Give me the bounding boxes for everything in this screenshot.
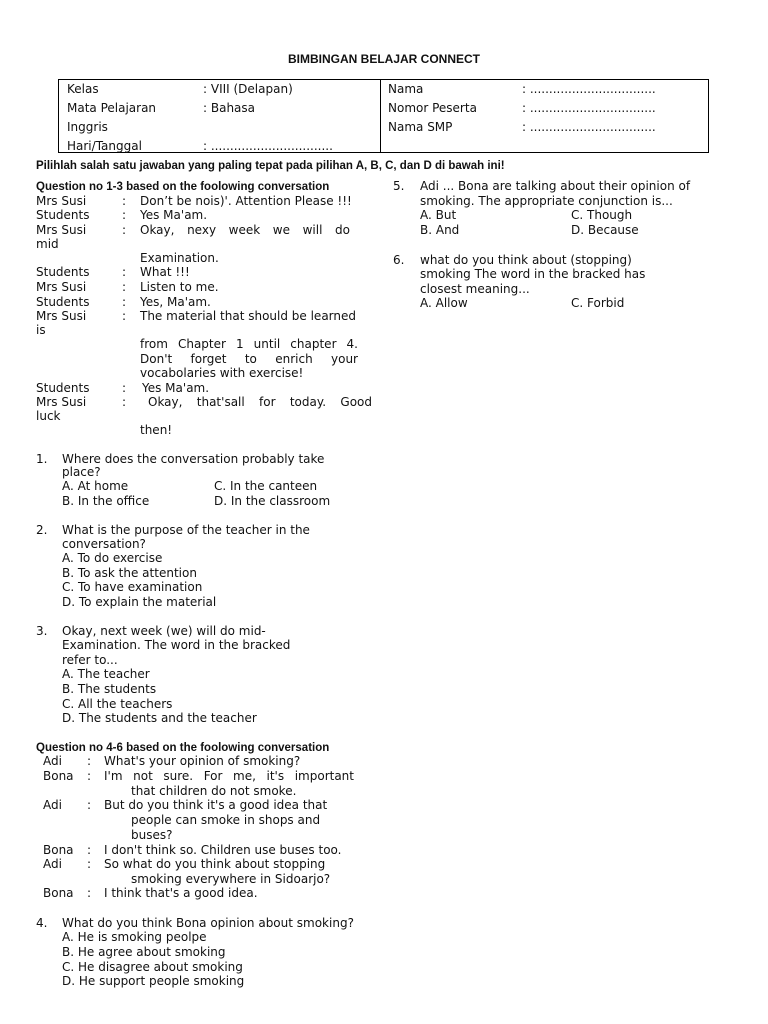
dialogue-speaker: Adi <box>43 754 62 768</box>
header-label-nomor-peserta: Nomor Peserta <box>388 101 477 115</box>
answer-option[interactable]: A. He is smoking peolpe <box>62 930 207 944</box>
dialogue-speaker: Bona <box>43 886 74 900</box>
header-divider <box>380 79 381 153</box>
dialogue-colon: : <box>87 843 92 857</box>
answer-option[interactable]: D. Because <box>571 223 639 237</box>
dialogue-speaker: Students <box>36 265 90 279</box>
dialogue-speaker: Students <box>36 381 90 395</box>
dialogue-colon: : <box>122 265 127 279</box>
dialogue-line: Yes, Ma'am. <box>140 295 211 309</box>
answer-option[interactable]: C. In the canteen <box>214 479 318 493</box>
header-label-kelas: Kelas <box>67 82 99 96</box>
answer-option[interactable]: C. All the teachers <box>62 697 173 711</box>
header-value-nomor-peserta: : ................................. <box>522 101 656 115</box>
answer-option[interactable]: A. Allow <box>420 296 468 310</box>
dialogue-speaker: Adi <box>43 798 62 812</box>
header-label-mata-pelajaran: Mata Pelajaran <box>67 101 157 115</box>
dialogue-line: So what do you think about stopping <box>104 857 326 871</box>
answer-option[interactable]: C. Forbid <box>571 296 625 310</box>
dialogue-colon: : <box>122 395 127 409</box>
dialogue-line: Examination. <box>140 251 219 265</box>
dialogue-colon: : <box>122 280 127 294</box>
dialogue-speaker: Bona <box>43 769 74 783</box>
dialogue-colon: : <box>87 798 92 812</box>
question-text: refer to... <box>62 653 118 667</box>
dialogue-colon: : <box>87 886 92 900</box>
answer-option[interactable]: C. He disagree about smoking <box>62 960 243 974</box>
dialogue-line: that children do not smoke. <box>131 784 297 798</box>
question-number: 4. <box>36 916 48 930</box>
header-label-inggris: Inggris <box>67 120 108 134</box>
question-text: conversation? <box>62 537 146 551</box>
dialogue-line: Don't forget to enrich your <box>140 352 358 366</box>
dialogue-colon: : <box>87 769 92 783</box>
dialogue-line: The material that should be learned <box>140 309 356 323</box>
dialogue-line: Okay, that'sall for today. Good <box>148 395 372 409</box>
dialogue-line: Yes Ma'am. <box>140 208 208 222</box>
question-text: place? <box>62 465 101 479</box>
question-text: What do you think Bona opinion about smoking? <box>62 916 354 930</box>
question-text: Where does the conversation probably take <box>62 452 325 466</box>
dialogue-speaker: Mrs Susi <box>36 194 87 208</box>
dialogue-speaker: Mrs Susi is <box>36 309 87 337</box>
dialogue-line: Don’t be nois)'. Attention Please !!! <box>140 194 352 208</box>
answer-option[interactable]: C. To have examination <box>62 580 203 594</box>
answer-option[interactable]: D. In the classroom <box>214 494 331 508</box>
dialogue-line: Okay, nexy week we will do <box>140 223 350 237</box>
answer-option[interactable]: A. But <box>420 208 457 222</box>
answer-option[interactable]: C. Though <box>571 208 633 222</box>
answer-option[interactable]: B. He agree about smoking <box>62 945 226 959</box>
header-value-mata-pelajaran: : Bahasa <box>203 101 256 115</box>
question-number: 2. <box>36 523 48 537</box>
dialogue-line: Yes Ma'am. <box>142 381 210 395</box>
dialogue-line: But do you think it's a good idea that <box>104 798 328 812</box>
dialogue-line: people can smoke in shops and <box>131 813 321 827</box>
question-number: 6. <box>393 253 405 267</box>
header-label-hari-tanggal: Hari/Tanggal <box>67 139 142 153</box>
header-value-kelas: : VIII (Delapan) <box>203 82 293 96</box>
question-text: smoking The word in the bracked has <box>420 267 646 281</box>
dialogue-line: Listen to me. <box>140 280 219 294</box>
dialogue-line: What's your opinion of smoking? <box>104 754 301 768</box>
page-title: BIMBINGAN BELAJAR CONNECT <box>288 52 480 66</box>
header-label-nama-smp: Nama SMP <box>388 120 453 134</box>
dialogue-line: then! <box>140 423 173 437</box>
dialogue-colon: : <box>122 208 127 222</box>
instruction: Pilihlah salah satu jawaban yang paling tepat pada pilihan A, B, C, dan D di bawah ini! <box>36 160 505 172</box>
dialogue-speaker: Mrs Susi mid <box>36 223 87 251</box>
question-text: what do you think about (stopping) <box>420 253 632 267</box>
dialogue-colon: : <box>122 381 127 395</box>
dialogue-line: What !!! <box>140 265 190 279</box>
dialogue-colon: : <box>87 754 92 768</box>
header-value-nama: : ................................. <box>522 82 656 96</box>
dialogue-colon: : <box>122 295 127 309</box>
dialogue-speaker: Mrs Susi <box>36 280 87 294</box>
question-number: 5. <box>393 179 405 193</box>
answer-option[interactable]: D. To explain the material <box>62 595 217 609</box>
answer-option[interactable]: B. The students <box>62 682 157 696</box>
dialogue-line: smoking everywhere in Sidoarjo? <box>131 872 331 886</box>
answer-option[interactable]: B. In the office <box>62 494 150 508</box>
dialogue-speaker: Students <box>36 295 90 309</box>
header-value-nama-smp: : ................................. <box>522 120 656 134</box>
header-label-nama: Nama <box>388 82 424 96</box>
answer-option[interactable]: A. At home <box>62 479 129 493</box>
answer-option[interactable]: A. The teacher <box>62 667 150 681</box>
dialogue-line: I think that's a good idea. <box>104 886 258 900</box>
question-text: Adi ... Bona are talking about their opinion of <box>420 179 691 193</box>
dialogue-speaker: Students <box>36 208 90 222</box>
question-number: 3. <box>36 624 48 638</box>
answer-option[interactable]: B. To ask the attention <box>62 566 197 580</box>
section2-heading: Question no 4-6 based on the foolowing conversation <box>36 742 330 754</box>
question-text: Okay, next week (we) will do mid- <box>62 624 266 638</box>
question-text: smoking. The appropriate conjunction is... <box>420 194 673 208</box>
dialogue-speaker: Mrs Susi luck <box>36 395 87 423</box>
dialogue-colon: : <box>87 857 92 871</box>
section1-heading: Question no 1-3 based on the foolowing conversation <box>36 181 330 193</box>
dialogue-line: I'm not sure. For me, it's important <box>104 769 354 783</box>
dialogue-line: buses? <box>131 828 173 842</box>
answer-option[interactable]: D. He support people smoking <box>62 974 245 988</box>
dialogue-colon: : <box>122 223 127 237</box>
dialogue-colon: : <box>122 194 127 208</box>
dialogue-line: vocabolaries with exercise! <box>140 366 304 380</box>
dialogue-speaker: Bona <box>43 843 74 857</box>
question-text: closest meaning... <box>420 282 530 296</box>
dialogue-colon: : <box>122 309 127 323</box>
answer-option[interactable]: B. And <box>420 223 460 237</box>
question-text: What is the purpose of the teacher in the <box>62 523 310 537</box>
question-text: Examination. The word in the bracked <box>62 638 291 652</box>
dialogue-line: from Chapter 1 until chapter 4. <box>140 337 358 351</box>
dialogue-line: I don't think so. Children use buses too. <box>104 843 342 857</box>
dialogue-speaker: Adi <box>43 857 62 871</box>
answer-option[interactable]: D. The students and the teacher <box>62 711 257 725</box>
header-value-hari-tanggal: : ................................ <box>203 139 333 153</box>
answer-option[interactable]: A. To do exercise <box>62 551 163 565</box>
question-number: 1. <box>36 452 48 466</box>
